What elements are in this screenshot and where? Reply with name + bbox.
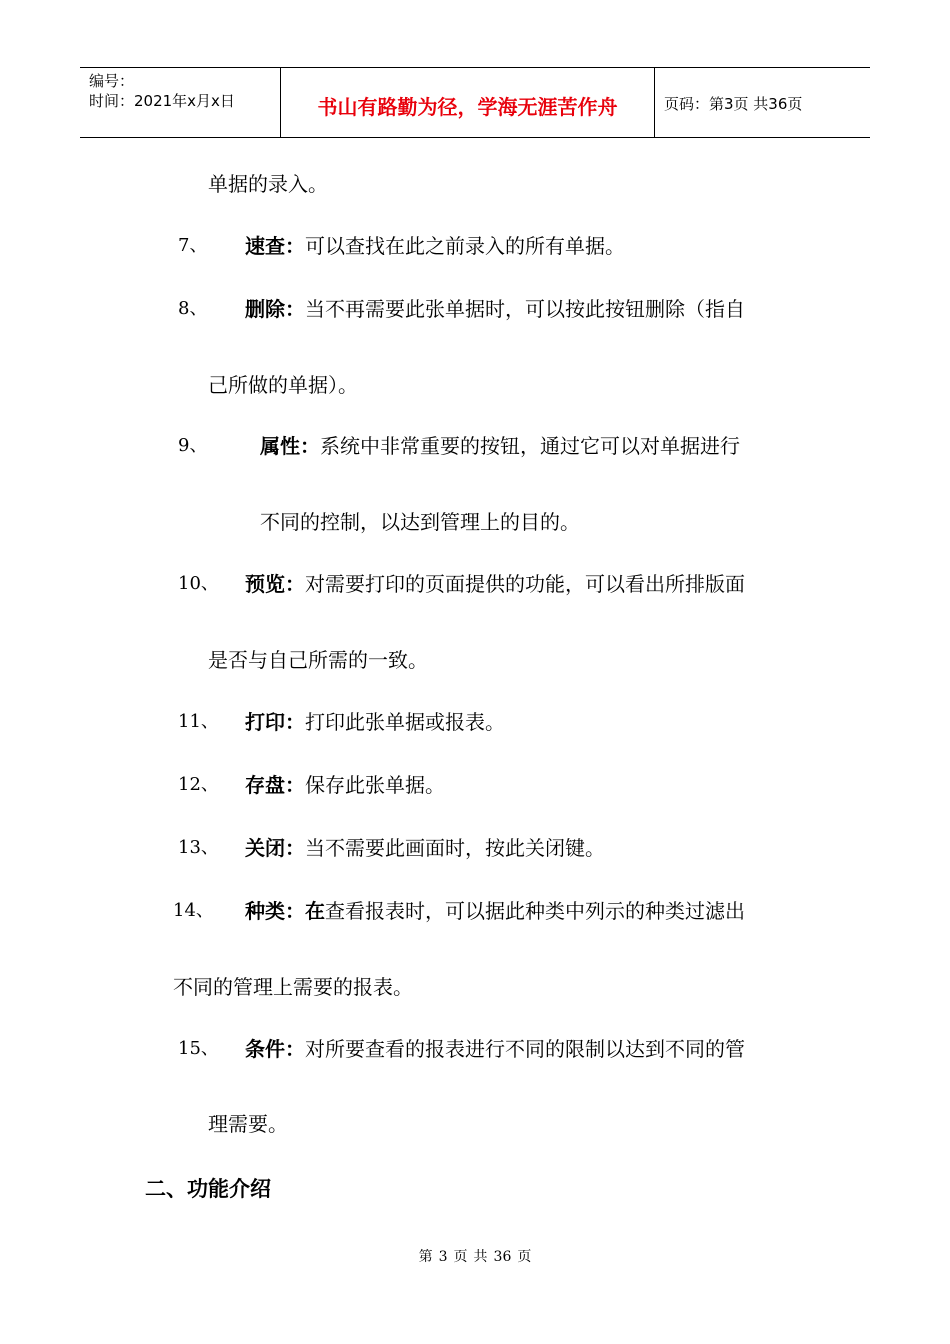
list-item xyxy=(245,772,445,798)
item-text: 当不再需要此张单据时，可以按此按钮删除（指自 xyxy=(305,297,745,321)
item-number: 11、 xyxy=(178,711,219,732)
item-term: 种类：在 xyxy=(245,899,325,923)
list-item xyxy=(245,709,505,735)
item-text: 打印此张单据或报表。 xyxy=(305,710,505,734)
header-motto-cell xyxy=(280,68,655,137)
item-number: 8、 xyxy=(178,298,208,319)
item-number: 13、 xyxy=(178,837,219,858)
footer-text: 页 xyxy=(517,1249,532,1265)
item-term: 条件： xyxy=(245,1037,305,1061)
item-continuation: 不同的管理上需要的报表。 xyxy=(173,975,413,999)
item-text: 对所要查看的报表进行不同的限制以达到不同的管 xyxy=(305,1037,745,1061)
item-term: 属性： xyxy=(260,434,320,458)
item-number: 14、 xyxy=(173,900,214,921)
item-text: 系统中非常重要的按钮，通过它可以对单据进行 xyxy=(320,434,740,458)
item-text: 保存此张单据。 xyxy=(305,773,445,797)
intro-line: 单据的录入。 xyxy=(208,172,328,196)
item-text: 查看报表时，可以据此种类中列示的种类过滤出 xyxy=(325,899,745,923)
list-item xyxy=(260,433,740,459)
page-footer xyxy=(0,1246,950,1266)
footer-text: 第 xyxy=(418,1249,433,1265)
number-label: 编号： xyxy=(89,72,135,90)
item-term: 预览： xyxy=(245,572,305,596)
item-number: 10、 xyxy=(178,573,219,594)
item-number: 15、 xyxy=(178,1038,219,1059)
list-item xyxy=(245,835,605,861)
item-text: 当不需要此画面时，按此关闭键。 xyxy=(305,836,605,860)
item-term: 速查： xyxy=(245,234,305,258)
page-header xyxy=(80,67,870,138)
list-item xyxy=(245,898,745,924)
item-continuation: 理需要。 xyxy=(208,1112,288,1136)
header-right-cell xyxy=(654,68,870,137)
item-number: 7、 xyxy=(178,235,208,256)
footer-page-number: 3 xyxy=(438,1249,448,1265)
list-item xyxy=(245,296,745,322)
list-item xyxy=(245,571,745,597)
item-term: 存盘： xyxy=(245,773,305,797)
item-text: 可以查找在此之前录入的所有单据。 xyxy=(305,234,625,258)
item-continuation: 不同的控制，以达到管理上的目的。 xyxy=(260,510,580,534)
time-label: 时间：2021年x月x日 xyxy=(89,92,235,110)
list-item xyxy=(245,233,625,259)
section-title: 二、功能介绍 xyxy=(145,1177,271,1201)
header-left-cell xyxy=(80,68,280,137)
list-item xyxy=(245,1036,745,1062)
item-term: 关闭： xyxy=(245,836,305,860)
footer-total-pages: 36 xyxy=(493,1249,512,1265)
footer-text: 共 xyxy=(473,1249,488,1265)
item-text: 对需要打印的页面提供的功能，可以看出所排版面 xyxy=(305,572,745,596)
item-term: 删除： xyxy=(245,297,305,321)
item-term: 打印： xyxy=(245,710,305,734)
item-continuation: 己所做的单据）。 xyxy=(208,373,358,397)
item-continuation: 是否与自己所需的一致。 xyxy=(208,648,428,672)
page-label: 页码：第3页 共36页 xyxy=(664,95,803,113)
motto: 书山有路勤为径，学海无涯苦作舟 xyxy=(317,95,618,119)
item-number: 9、 xyxy=(178,435,208,456)
footer-text: 页 xyxy=(453,1249,468,1265)
item-number: 12、 xyxy=(178,774,219,795)
